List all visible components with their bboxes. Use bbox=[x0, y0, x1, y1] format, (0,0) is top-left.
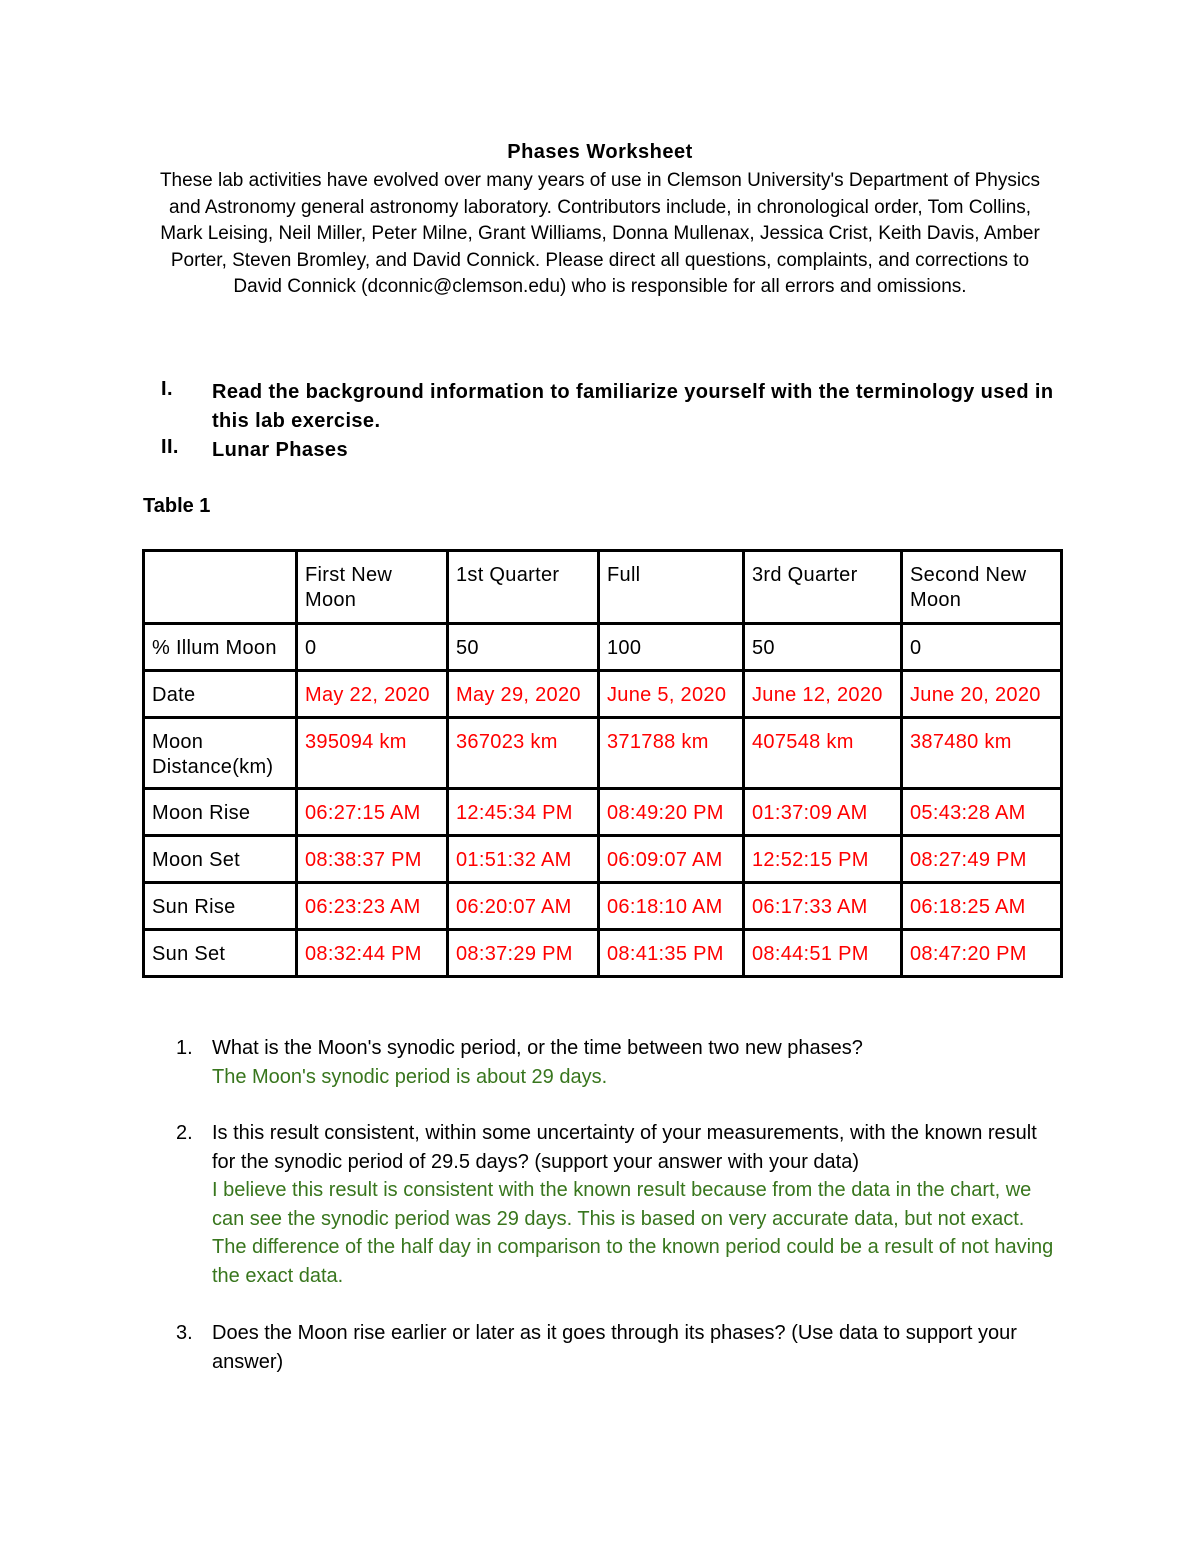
table-cell: 06:18:25 AM bbox=[902, 883, 1062, 930]
answer-text: I believe this result is consistent with the known result because from the data in the chart, we can see the synodic period was 29 days. This is based on very accurate data, but not exact. The difference of the half day in comparison to the known period could be a result of not having the exact data. bbox=[212, 1179, 1054, 1287]
header-cell: First New Moon bbox=[297, 551, 448, 624]
row-label: Moon Set bbox=[144, 836, 297, 883]
table-cell: 08:44:51 PM bbox=[744, 930, 902, 977]
section-number: II. bbox=[161, 436, 179, 458]
table-cell: 0 bbox=[902, 624, 1062, 671]
intro-line: and Astronomy general astronomy laboratory. Contributors include, in chronological order, Tom Collins, bbox=[168, 196, 1032, 218]
table-row bbox=[144, 718, 1062, 789]
question-number: 1. bbox=[176, 1037, 193, 1059]
table-cell: 06:20:07 AM bbox=[448, 883, 599, 930]
row-label: Date bbox=[144, 671, 297, 718]
table-row bbox=[144, 624, 1062, 671]
table-cell: May 22, 2020 bbox=[297, 671, 448, 718]
row-label: Moon Distance(km) bbox=[144, 718, 297, 789]
header-cell bbox=[144, 551, 297, 624]
section-heading: Lunar Phases bbox=[212, 439, 348, 461]
row-label: Sun Set bbox=[144, 930, 297, 977]
table-cell: 12:45:34 PM bbox=[448, 789, 599, 836]
question-text: What is the Moon's synodic period, or the time between two new phases? bbox=[212, 1037, 863, 1059]
row-label: Sun Rise bbox=[144, 883, 297, 930]
table-cell: 50 bbox=[744, 624, 902, 671]
intro-paragraph bbox=[140, 168, 1060, 301]
table-cell: 0 bbox=[297, 624, 448, 671]
table-row bbox=[144, 883, 1062, 930]
table-row bbox=[144, 930, 1062, 977]
header-cell: Full bbox=[599, 551, 744, 624]
question-body bbox=[212, 1119, 1062, 1290]
table-cell: 06:17:33 AM bbox=[744, 883, 902, 930]
table-cell: 06:23:23 AM bbox=[297, 883, 448, 930]
question-number: 3. bbox=[176, 1322, 193, 1344]
intro-line: These lab activities have evolved over many years of use in Clemson University's Department of Physics bbox=[159, 170, 1041, 191]
answer-text: The Moon's synodic period is about 29 days. bbox=[212, 1065, 608, 1088]
table-cell: 08:41:35 PM bbox=[599, 930, 744, 977]
table-cell: June 20, 2020 bbox=[902, 671, 1062, 718]
section-heading: Read the background information to familiarize yourself with the terminology used in this lab exercise. bbox=[212, 381, 1054, 432]
question-body bbox=[212, 1034, 1062, 1091]
table-cell: 12:52:15 PM bbox=[744, 836, 902, 883]
intro-line: David Connick (dconnic@clemson.edu) who is responsible for all errors and omissions. bbox=[233, 276, 967, 297]
table-cell: 08:27:49 PM bbox=[902, 836, 1062, 883]
table-cell: 06:09:07 AM bbox=[599, 836, 744, 883]
table-cell: June 5, 2020 bbox=[599, 671, 744, 718]
question-text: Is this result consistent, within some uncertainty of your measurements, with the known result for the synodic period of 29.5 days? (support your answer with your data) bbox=[212, 1122, 1037, 1173]
table-header-row bbox=[144, 551, 1062, 624]
table-cell: 01:51:32 AM bbox=[448, 836, 599, 883]
table-row bbox=[144, 671, 1062, 718]
row-label: Moon Rise bbox=[144, 789, 297, 836]
table-cell: 06:18:10 AM bbox=[599, 883, 744, 930]
table-cell: 08:32:44 PM bbox=[297, 930, 448, 977]
header-cell: 3rd Quarter bbox=[744, 551, 902, 624]
question-body bbox=[212, 1319, 1062, 1376]
table-cell: 395094 km bbox=[297, 718, 448, 789]
table-cell: June 12, 2020 bbox=[744, 671, 902, 718]
table-cell: 05:43:28 AM bbox=[902, 789, 1062, 836]
table-cell: 08:37:29 PM bbox=[448, 930, 599, 977]
table-cell: 371788 km bbox=[599, 718, 744, 789]
question-text: Does the Moon rise earlier or later as it goes through its phases? (Use data to support your answer) bbox=[212, 1322, 1017, 1373]
table-row bbox=[144, 836, 1062, 883]
table-cell: 100 bbox=[599, 624, 744, 671]
table-cell: 08:38:37 PM bbox=[297, 836, 448, 883]
header-cell: Second New Moon bbox=[902, 551, 1062, 624]
table-cell: May 29, 2020 bbox=[448, 671, 599, 718]
intro-line: Porter, Steven Bromley, and David Connick. Please direct all questions, complaints, and corrections to bbox=[170, 249, 1030, 271]
section-number: I. bbox=[161, 378, 173, 400]
table-cell: 06:27:15 AM bbox=[297, 789, 448, 836]
table-label: Table 1 bbox=[143, 495, 211, 517]
table-cell: 08:49:20 PM bbox=[599, 789, 744, 836]
intro-line: Mark Leising, Neil Miller, Peter Milne, Grant Williams, Donna Mullenax, Jessica Crist, Keith Davis, Amber bbox=[160, 223, 1040, 244]
moon-phases-table bbox=[142, 549, 1063, 978]
question-number: 2. bbox=[176, 1122, 193, 1144]
row-label: % Illum Moon bbox=[144, 624, 297, 671]
table-cell: 50 bbox=[448, 624, 599, 671]
table-cell: 01:37:09 AM bbox=[744, 789, 902, 836]
table-cell: 367023 km bbox=[448, 718, 599, 789]
table-cell: 08:47:20 PM bbox=[902, 930, 1062, 977]
table-cell: 407548 km bbox=[744, 718, 902, 789]
page-title: Phases Worksheet bbox=[507, 141, 693, 163]
table-row bbox=[144, 789, 1062, 836]
table-cell: 387480 km bbox=[902, 718, 1062, 789]
header-cell: 1st Quarter bbox=[448, 551, 599, 624]
